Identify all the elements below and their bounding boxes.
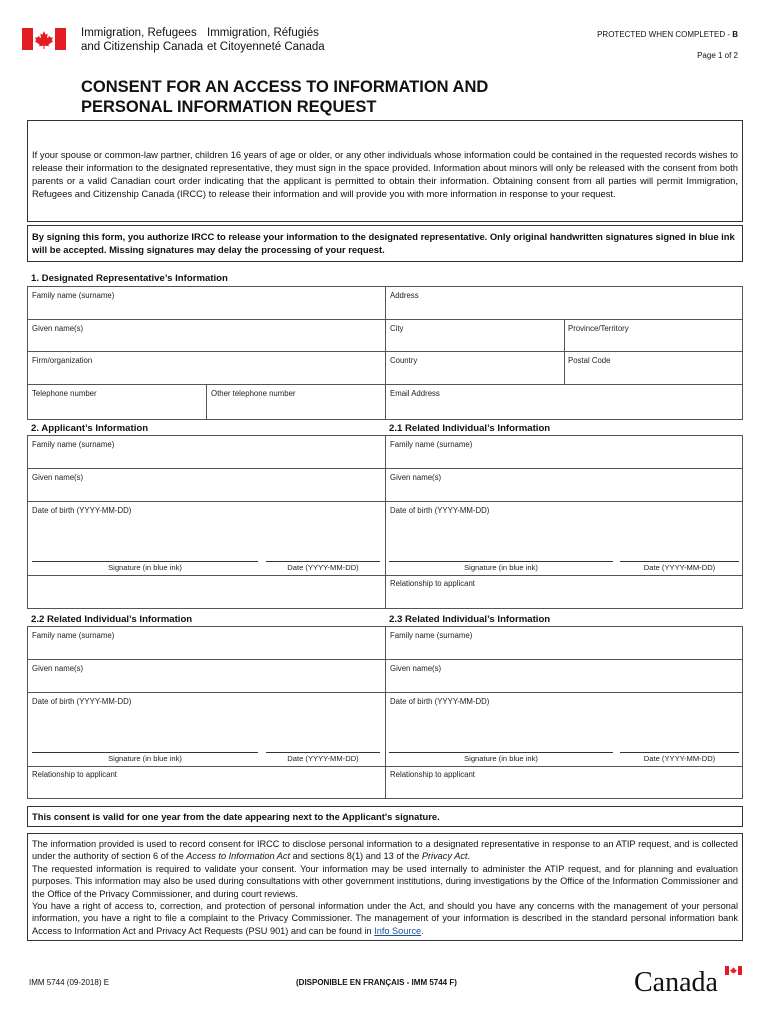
form-id: IMM 5744 (09-2018) E: [29, 978, 110, 987]
intro-box: [27, 120, 743, 222]
dept-name-en: [81, 26, 203, 54]
rep-city-field[interactable]: City: [390, 324, 404, 333]
rel3-family-name-field[interactable]: Family name (surname): [390, 631, 473, 640]
rel3-date-field[interactable]: Date (YYYY-MM-DD): [643, 754, 716, 763]
section1-title: 1. Designated Representative’s Information: [31, 273, 228, 284]
protected-text: PROTECTED WHEN COMPLETED -: [597, 30, 733, 39]
privacy-p1-a: The information provided is used to record consent for IRCC to disclose personal information to a designated representative in response to an ATIP request, and is collected under the authority of section 6 of the: [32, 839, 738, 862]
applicant-given-names-field[interactable]: Given name(s): [32, 473, 84, 482]
page-title-line1: CONSENT FOR AN ACCESS TO INFORMATION AND: [81, 78, 489, 96]
rel2-dob-field[interactable]: Date of birth (YYYY-MM-DD): [32, 697, 132, 706]
rep-family-name-field[interactable]: Family name (surname): [32, 291, 115, 300]
rep-email-field[interactable]: Email Address: [390, 389, 440, 398]
rel2-date-field[interactable]: Date (YYYY-MM-DD): [287, 754, 359, 763]
dept-name-fr-line2: et Citoyenneté Canada: [207, 41, 325, 53]
intro-text: If your spouse or common-law partner, children 16 years of age or older, or any other individuals whose information could be contained in the requested records wishes to release their information to the designated representative, they must sign in the space provided. Information about minors will only be released with the consent from both parents or a valid Canadian court order indicating that the applicant is permitted to obtain their information. Obtaining consent from all parties will permit Immigration, Refugees and Citizenship Canada (IRCC) to release their information and will provide you with more information in response to your request.: [32, 149, 738, 199]
rel3-dob-field[interactable]: Date of birth (YYYY-MM-DD): [390, 697, 490, 706]
applicant-dob-field[interactable]: Date of birth (YYYY-MM-DD): [32, 506, 132, 515]
rel1-relationship-field[interactable]: Relationship to applicant: [390, 579, 475, 588]
page-title-line2: PERSONAL INFORMATION REQUEST: [81, 98, 377, 116]
applicant-date-field[interactable]: Date (YYYY-MM-DD): [287, 563, 359, 572]
applicant-family-name-field[interactable]: Family name (surname): [32, 440, 115, 449]
rep-telephone-field[interactable]: Telephone number: [32, 389, 97, 398]
rep-address-field[interactable]: Address: [390, 291, 419, 300]
rep-country-field[interactable]: Country: [390, 356, 418, 365]
validity-text: This consent is valid for one year from the date appearing next to the Applicant's signature.: [32, 811, 440, 822]
dept-name-fr-line1: Immigration, Réfugiés: [207, 27, 319, 39]
dept-name-fr: [207, 26, 325, 54]
privacy-act: Privacy Act: [421, 851, 468, 862]
privacy-paragraph-2: The requested information is required to validate your consent. Your information may be used internally to administer the ATIP request, and for planning and evaluation purposes. This information may also be used during consultations with other government institutions, during investigations by the Office of the Information Commissioner and the Office of the Privacy Commissioner, and during court reviews.: [32, 863, 738, 899]
info-source-link[interactable]: Info Source: [374, 925, 422, 936]
rep-firm-field[interactable]: Firm/organization: [32, 356, 93, 365]
protected-label: [597, 30, 738, 39]
rel3-relationship-field[interactable]: Relationship to applicant: [390, 770, 475, 779]
french-version-note: (DISPONIBLE EN FRANÇAIS - IMM 5744 F): [296, 978, 457, 987]
rep-postal-code-field[interactable]: Postal Code: [568, 356, 611, 365]
rel3-signature-field[interactable]: Signature (in blue ink): [464, 754, 538, 763]
dept-name-en-line1: Immigration, Refugees: [81, 27, 197, 39]
applicant-signature-field[interactable]: Signature (in blue ink): [108, 563, 182, 572]
rep-province-field[interactable]: Province/Territory: [568, 324, 629, 333]
section2-title: 2. Applicant’s Information: [31, 423, 149, 434]
rep-other-telephone-field[interactable]: Other telephone number: [211, 389, 296, 398]
protected-level: B: [732, 30, 738, 39]
page-number: Page 1 of 2: [697, 51, 738, 60]
rel1-family-name-field[interactable]: Family name (surname): [390, 440, 473, 449]
privacy-p1-c: .: [467, 851, 471, 862]
canada-wordmark: [634, 966, 744, 998]
canada-wordmark-text: Canada: [634, 967, 718, 998]
privacy-paragraph-3: [32, 900, 738, 937]
section23-title: 2.3 Related Individual’s Information: [389, 614, 551, 625]
section21-title: 2.1 Related Individual’s Information: [389, 423, 551, 434]
canada-flag-icon: [22, 28, 66, 50]
rel1-dob-field[interactable]: Date of birth (YYYY-MM-DD): [390, 506, 490, 515]
privacy-notice-box: [27, 833, 743, 941]
rel2-relationship-field[interactable]: Relationship to applicant: [32, 770, 117, 779]
dept-name-en-line2: and Citizenship Canada: [81, 41, 204, 53]
privacy-p3-b: .: [421, 925, 424, 936]
privacy-p3-a: You have a right of access to, correction, and protection of personal information under the Act, and should you have any concerns with the management of your personal information, you have a right to file a complaint to the Privacy Commissioner. The management of your information is described in the standard personal information bank Access to Information Act and Privacy Act Requests (PSU 901) and can be found in: [32, 901, 738, 936]
rel1-signature-field[interactable]: Signature (in blue ink): [464, 563, 538, 572]
rel3-given-names-field[interactable]: Given name(s): [390, 664, 442, 673]
privacy-p1-b: and sections 8(1) and 13 of the: [290, 851, 422, 862]
page-title: [81, 77, 488, 117]
rel2-signature-field[interactable]: Signature (in blue ink): [108, 754, 182, 763]
rep-given-names-field[interactable]: Given name(s): [32, 324, 84, 333]
rel2-family-name-field[interactable]: Family name (surname): [32, 631, 115, 640]
wordmark-flag-icon: [725, 966, 742, 975]
section22-title: 2.2 Related Individual’s Information: [31, 614, 193, 625]
rel1-given-names-field[interactable]: Given name(s): [390, 473, 442, 482]
rel1-date-field[interactable]: Date (YYYY-MM-DD): [643, 563, 716, 572]
access-to-information-act: Access to Information Act: [186, 851, 291, 862]
signature-notice-text: By signing this form, you authorize IRCC to release your information to the designated representative. Only original handwritten signatures signed in blue ink will be accepted. Missing signatures may delay the processing of your request.: [32, 231, 735, 255]
privacy-paragraph-1: [32, 838, 738, 863]
signature-notice-box: [27, 225, 743, 262]
validity-box: [27, 806, 743, 827]
rel2-given-names-field[interactable]: Given name(s): [32, 664, 84, 673]
